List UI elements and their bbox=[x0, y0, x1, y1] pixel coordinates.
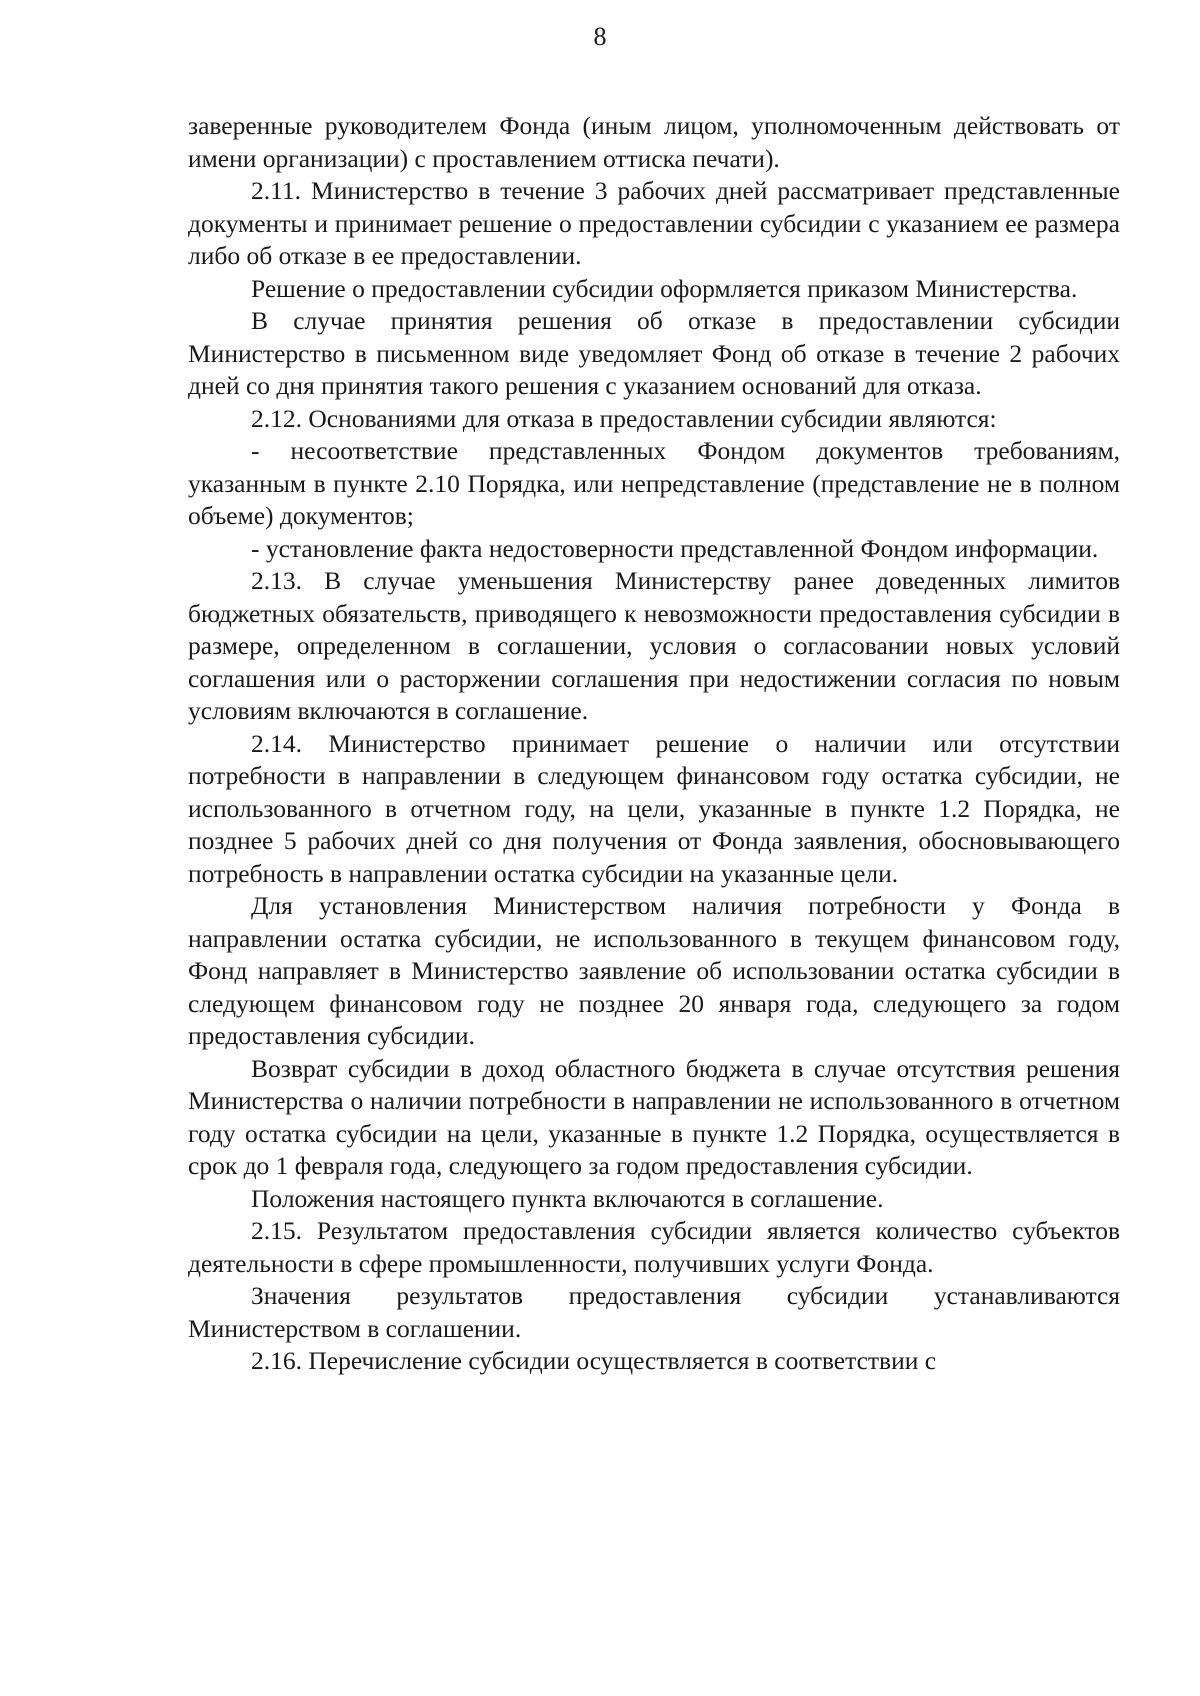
page-number: 8 bbox=[593, 22, 607, 51]
paragraph-2-11: 2.11. Министерство в течение 3 рабочих дней рассматривает представленные документы и принимает решение о предоставлении субсидии с указанием ее размера либо об отказе в ее предоставлении. bbox=[188, 176, 1120, 270]
paragraph-refusal-notice: В случае принятия решения об отказе в предоставлении субсидии Министерство в письменном виде уведомляет Фонд об отказе в течение 2 рабочих дней со дня принятия такого решения с указанием оснований для отказа. bbox=[188, 306, 1120, 400]
paragraph-2-14: 2.14. Министерство принимает решение о наличии или отсутствии потребности в направлении в следующем финансовом году остатка субсидии, не использованного в отчетном году, на цели, указанные в пункте 1.2 Порядка, не позднее 5 рабочих дней со дня получения от Фонда заявления, обосновывающего потребность в направлении остатка субсидии на указанные цели. bbox=[188, 728, 1120, 888]
paragraph-2-13: 2.13. В случае уменьшения Министерству ранее доведенных лимитов бюджетных обязательств, приводящего к невозможности предоставления субсидии в размере, определенном в соглашении, условия о согласовании новых условий соглашения или о расторжении соглашения при недостижении согласия по новым условиям включаются в соглашение. bbox=[188, 566, 1120, 725]
paragraph-2-12: 2.12. Основаниями для отказа в предоставлении субсидии являются: bbox=[251, 403, 997, 433]
paragraph-refusal-reason-2: - установление факта недостоверности представленной Фондом информации. bbox=[251, 533, 1099, 563]
paragraph-2-16: 2.16. Перечисление субсидии осуществляется в соответствии с bbox=[251, 1346, 937, 1375]
paragraph-decision-order: Решение о предоставлении субсидии оформляется приказом Министерства. bbox=[251, 273, 1078, 303]
paragraph-refusal-reason-1: - несоответствие представленных Фондом документов требованиям, указанным в пункте 2.10 Порядка, или непредставление (представление не в полном объеме) документов; bbox=[188, 436, 1120, 530]
paragraph-subsidy-return: Возврат субсидии в доход областного бюджета в случае отсутствия решения Министерства о наличии потребности в направлении не использованного в отчетном году остатка субсидии на цели, указанные в пункте 1.2 Порядка, осуществляется в срок до 1 февраля года, следующего за годом предоставления субсидии. bbox=[188, 1053, 1120, 1180]
paragraph-result-values: Значения результатов предоставления субсидии устанавливаются Министерством в соглашении. bbox=[188, 1281, 1120, 1343]
paragraph-remainder-request: Для установления Министерством наличия потребности у Фонда в направлении остатка субсидии, не использованного в текущем финансовом году, Фонд направляет в Министерство заявление об использовании остатка субсидии в следующем финансовом году не позднее 20 января года, следующего за годом предоставления субсидии. bbox=[188, 891, 1120, 1050]
document-body bbox=[188, 110, 1120, 1378]
paragraph-2-15: 2.15. Результатом предоставления субсидии является количество субъектов деятельности в сфере промышленности, получивших услуги Фонда. bbox=[188, 1216, 1120, 1278]
paragraph-continuation: заверенные руководителем Фонда (иным лицом, уполномоченным действовать от имени организации) с проставлением оттиска печати). bbox=[188, 111, 1120, 173]
paragraph-provisions-included: Положения настоящего пункта включаются в соглашение. bbox=[251, 1183, 884, 1213]
